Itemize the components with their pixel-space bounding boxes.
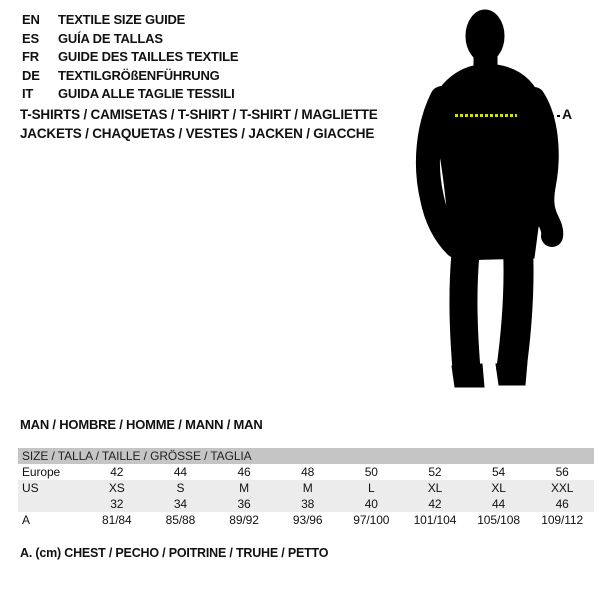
- language-code: IT: [22, 86, 34, 101]
- size-table-header: SIZE / TALLA / TAILLE / GRÖSSE / TAGLIA: [18, 448, 594, 464]
- man-silhouette-svg: [415, 6, 565, 388]
- row-label: [18, 496, 85, 512]
- table-cell: 109/112: [541, 513, 584, 527]
- table-cell: 89/92: [229, 513, 259, 527]
- language-code: ES: [22, 30, 39, 46]
- language-label: GUÍA DE TALLAS: [58, 30, 163, 46]
- table-cell: 48: [301, 465, 315, 479]
- row-label: Europe: [22, 465, 61, 479]
- category-lines: [20, 105, 378, 143]
- table-cell: 42: [428, 497, 442, 511]
- language-row-de: [22, 67, 238, 86]
- category-tshirts: T-SHIRTS / CAMISETAS / T-SHIRT / T-SHIRT / MAGLIETTE: [20, 107, 378, 122]
- language-label: TEXTILE SIZE GUIDE: [58, 12, 186, 27]
- size-table: [18, 448, 594, 528]
- table-cell: 46: [555, 497, 569, 511]
- measure-label-a: A: [562, 106, 573, 122]
- table-cell: XXL: [550, 481, 574, 495]
- table-cell: 40: [364, 497, 378, 511]
- language-row-en: [22, 11, 238, 30]
- language-code: EN: [22, 12, 40, 27]
- table-cell: M: [302, 481, 313, 495]
- table-cell: 34: [173, 497, 188, 511]
- table-row-chest-a: [18, 512, 594, 528]
- table-cell: L: [368, 481, 375, 495]
- language-label: GUIDE DES TAILLES TEXTILE: [58, 49, 239, 64]
- table-cell: M: [239, 481, 250, 495]
- table-cell: 93/96: [292, 513, 323, 527]
- row-label: A: [22, 513, 30, 527]
- table-cell: 81/84: [102, 513, 132, 527]
- table-cell: 36: [237, 497, 251, 511]
- table-cell: 46: [237, 465, 251, 479]
- language-row-es: [22, 30, 238, 49]
- language-row-fr: [22, 48, 238, 67]
- table-cell: 85/88: [165, 513, 196, 527]
- table-cell: 54: [491, 465, 506, 479]
- table-cell: 101/104: [413, 513, 457, 527]
- row-label: US: [22, 481, 39, 495]
- table-cell: XS: [108, 481, 125, 495]
- language-label: GUIDA ALLE TAGLIE TESSILI: [58, 86, 235, 101]
- measure-leader-dashes: [543, 115, 560, 117]
- language-list: [22, 11, 238, 104]
- language-code: DE: [22, 67, 40, 83]
- language-code: FR: [22, 49, 39, 64]
- table-cell: 97/100: [353, 513, 390, 527]
- table-cell: 52: [428, 465, 442, 479]
- table-cell: 44: [491, 497, 506, 511]
- table-cell: 42: [110, 465, 124, 479]
- table-row-numeric: [18, 496, 594, 512]
- table-cell: XL: [427, 481, 443, 495]
- man-silhouette: [415, 6, 565, 388]
- table-cell: XL: [491, 481, 506, 495]
- table-cell: 44: [173, 465, 188, 479]
- table-cell: S: [176, 481, 185, 495]
- table-cell: 32: [110, 497, 124, 511]
- category-jackets: JACKETS / CHAQUETAS / VESTES / JACKEN / GIACCHE: [20, 126, 375, 141]
- table-cell: 56: [555, 465, 569, 479]
- language-label: TEXTILGRÖßENFÜHRUNG: [58, 67, 220, 83]
- measurement-footnote: A. (cm) CHEST / PECHO / POITRINE / TRUHE / PETTO: [20, 546, 329, 560]
- table-row-us: [18, 480, 594, 496]
- chest-measure-dashes: [455, 114, 517, 117]
- gender-heading: MAN / HOMBRE / HOMME / MANN / MAN: [20, 417, 263, 432]
- table-cell: 50: [364, 465, 378, 479]
- table-cell: 105/108: [477, 513, 520, 527]
- table-cell: 38: [301, 497, 315, 511]
- language-row-it: [22, 85, 238, 104]
- table-row-europe: [18, 464, 594, 480]
